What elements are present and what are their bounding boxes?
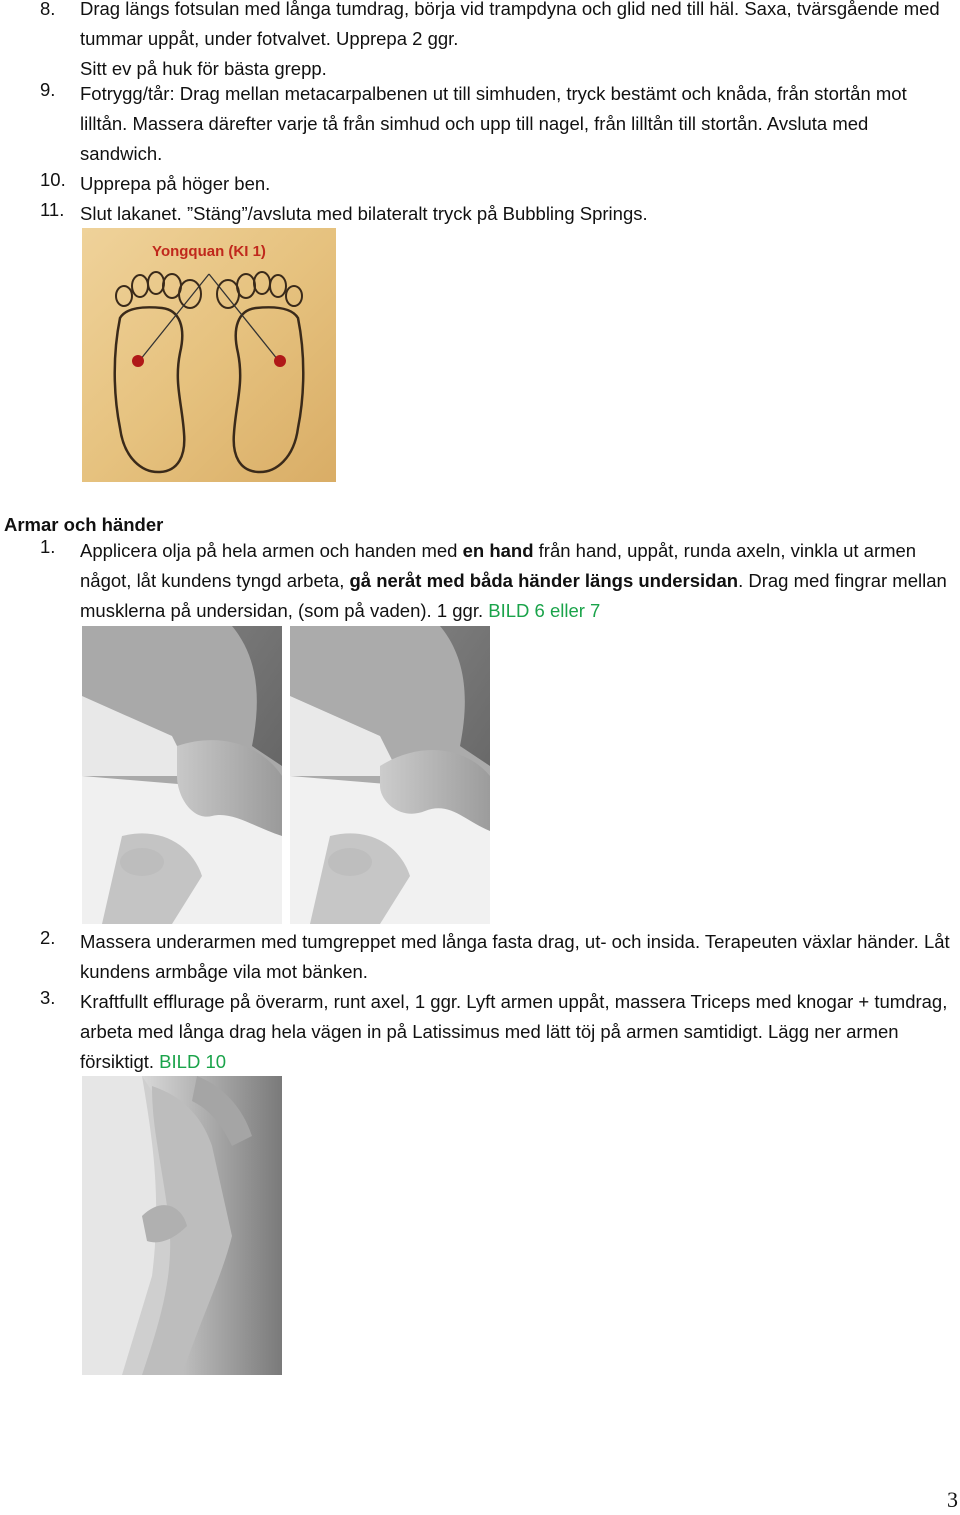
feet-illustration (82, 228, 336, 482)
step-text: Drag längs fotsulan med långa tumdrag, börja vid trampdyna och glid ned till häl. Saxa, tvärsgående med tummar uppåt, under fotvalvet. Upprepa 2 ggr. Sitt ev på huk för bästa grepp. (80, 0, 940, 79)
step-text: Applicera olja på hela armen och handen med en hand från hand, uppåt, runda axeln, vinkla ut armen något, låt kundens tyngd arbeta, gå neråt med båda händer längs undersidan. Drag med fingrar mellan musklerna på undersidan, (som på vaden). 1 ggr. BILD 6 eller 7 (80, 540, 947, 621)
figure-label: Yongquan (KI 1) (152, 243, 266, 260)
acupoint-left-marker (132, 355, 144, 367)
step-number: 1. (40, 536, 56, 557)
arm-massage-photo-1 (82, 626, 282, 924)
page-number: 3 (947, 1487, 958, 1512)
acupoint-right-marker (274, 355, 286, 367)
step-number: 9. (40, 79, 56, 100)
step-text: Slut lakanet. ”Stäng”/avsluta med bilateralt tryck på Bubbling Springs. (80, 203, 648, 224)
step-extra: Sitt ev på huk för bästa grepp. (80, 58, 327, 79)
step-text: Upprepa på höger ben. (80, 173, 271, 194)
step-number: 2. (40, 927, 56, 948)
step-number: 8. (40, 0, 56, 19)
image-reference: BILD 10 (159, 1051, 227, 1072)
triceps-massage-photo (82, 1076, 282, 1375)
step-text: Massera underarmen med tumgreppet med långa fasta drag, ut- och insida. Terapeuten växlar händer. Låt kundens armbåge vila mot bänken. (80, 931, 950, 982)
step-number: 10. (40, 169, 66, 190)
feet-acupoint-figure (82, 228, 336, 482)
step-text: Fotrygg/tår: Drag mellan metacarpalbenen ut till simhuden, tryck bestämt och knåda, från stortån mot lilltån. Massera därefter varje tå från simhud och upp till nagel, från lilltån till stortån. Avsluta med sandwich. (80, 83, 907, 164)
step-number: 11. (40, 199, 65, 220)
image-reference: BILD 6 eller 7 (488, 600, 601, 621)
section-heading: Armar och händer (4, 514, 164, 535)
step-number: 3. (40, 987, 56, 1008)
arm-massage-photo-2 (290, 626, 490, 924)
step-text: Kraftfullt efflurage på överarm, runt axel, 1 ggr. Lyft armen uppåt, massera Triceps med knogar + tumdrag, arbeta med långa drag hela vägen in på Latissimus med lätt töj på armen samtidigt. Lägg ner armen försiktigt. BILD 10 (80, 991, 948, 1072)
